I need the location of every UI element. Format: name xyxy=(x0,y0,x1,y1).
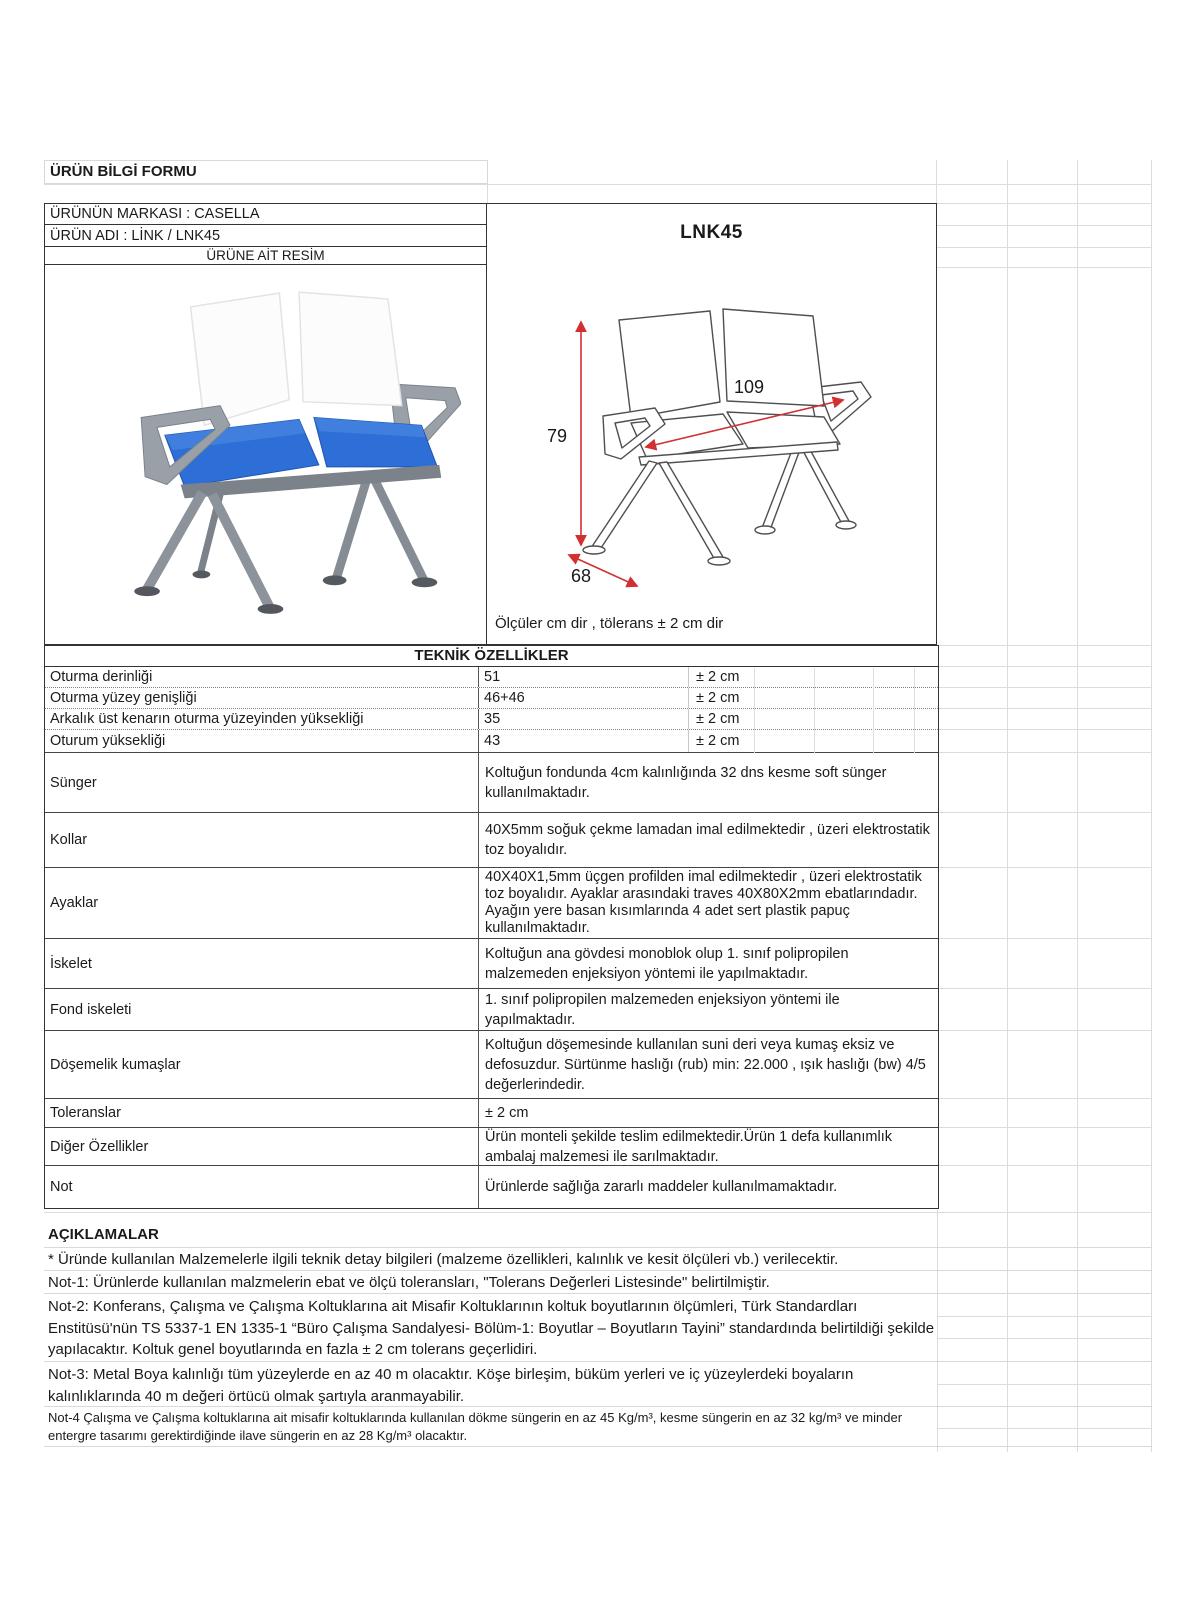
spec-tolerance: ± 2 cm xyxy=(696,690,740,706)
spec-label: İskelet xyxy=(45,939,479,988)
notes-section xyxy=(44,1222,1152,1447)
drawing-note: Ölçüler cm dir , tölerans ± 2 cm dir xyxy=(495,615,724,632)
spec-value: Koltuğun fondunda 4cm kalınlığında 32 dns kesme soft sünger kullanılmaktadır. xyxy=(485,764,887,801)
spec-row xyxy=(45,688,938,709)
spec-row xyxy=(45,1166,938,1208)
brand-row: ÜRÜNÜN MARKASI : CASELLA xyxy=(45,204,486,225)
dimension-depth-label: 68 xyxy=(570,566,591,586)
dimension-height-label: 79 xyxy=(546,426,568,446)
spec-value: Ürün monteli şekilde teslim edilmektedir.Ürün 1 defa kullanımlık ambalaj malzemesi ile sarılmaktadır. xyxy=(485,1128,892,1165)
spec-value: 40X5mm soğuk çekme lamadan imal edilmektedir , üzeri elektrostatik toz boyalıdır. xyxy=(485,822,930,858)
product-photo xyxy=(76,279,461,629)
spec-row xyxy=(45,868,938,939)
spec-tolerance: ± 2 cm xyxy=(696,733,740,749)
spec-label: Sünger xyxy=(45,753,479,812)
spec-row xyxy=(45,667,938,688)
spec-row xyxy=(45,813,938,868)
notes-header: AÇIKLAMALAR xyxy=(44,1222,1152,1248)
technical-drawing xyxy=(491,260,931,590)
model-code: LNK45 xyxy=(680,222,743,243)
backrest-left xyxy=(190,293,289,425)
spec-label: Döşemelik kumaşlar xyxy=(45,1031,479,1098)
spec-row xyxy=(45,939,938,989)
spec-row xyxy=(45,730,938,753)
spec-label: Diğer Özellikler xyxy=(45,1128,479,1165)
spec-tolerance: ± 2 cm xyxy=(696,669,740,685)
note-item: * Üründe kullanılan Malzemelerle ilgili teknik detay bilgileri (malzeme özellikleri, kalınlık ve kesit ölçüleri vb.) verilecektir. xyxy=(44,1248,1152,1271)
product-photo-cell xyxy=(45,265,486,641)
spec-value: 46+46 xyxy=(479,688,689,708)
form-title: ÜRÜN BİLGİ FORMU xyxy=(44,160,488,184)
spec-label: Kollar xyxy=(45,813,479,867)
spec-table-header: TEKNİK ÖZELLİKLER xyxy=(45,646,938,667)
drawing-backrest-left xyxy=(619,311,720,418)
spec-row xyxy=(45,753,938,813)
backrest-right xyxy=(299,292,402,406)
spec-value: 40X40X1,5mm üçgen profilden imal edilmektedir , üzeri elektrostatik toz boyalıdır. Ayaklar arasındaki traves 40X80X2mm ebatlarındadır. Ayağın yere basan kısımlarında 4 adet sert plastik papuç kullanılmaktadır. xyxy=(485,869,922,936)
spec-value: 43 xyxy=(479,730,689,752)
spec-row xyxy=(45,1128,938,1166)
spec-value: Ürünlerde sağlığa zararlı maddeler kullanılmamaktadır. xyxy=(485,1179,838,1195)
note-item: Not-1: Ürünlerde kullanılan malzmelerin ebat ve ölçü toleransları, "Tolerans Değerleri Listesinde" belirtilmiştir. xyxy=(44,1271,1152,1294)
note-item: Not-4 Çalışma ve Çalışma koltuklarına ait misafir koltuklarında kullanılan dökme süngerin en az 45 Kg/m³, kesme süngerin en az 32 kg/m³ ve minder entergre tasarımı gerektirdiğinde ilave süngerin en az 28 Kg/m³ olacaktır. xyxy=(44,1407,1152,1447)
spec-value: 35 xyxy=(479,709,689,729)
spec-label: Oturum yüksekliği xyxy=(45,730,479,752)
spec-row xyxy=(45,709,938,730)
spec-value: 1. sınıf polipropilen malzemeden enjeksiyon yöntemi ile yapılmaktadır. xyxy=(485,991,840,1028)
note-item: Not-2: Konferans, Çalışma ve Çalışma Koltuklarına ait Misafir Koltuklarının koltuk boyutlarının ölçümleri, Türk Standardları Enstitüsü'nün TS 5337-1 EN 1335-1 “Büro Çalışma Sandalyesi- Bölüm-1: Boyutlar – Boyutların Tayini” standardında belirtildiği şekilde yapılacaktır. Koltuk genel boyutlarında en fazla ± 2 cm tolerans geçerlidiri. xyxy=(44,1294,1152,1362)
spec-value: Koltuğun ana gövdesi monoblok olup 1. sınıf polipropilen malzemeden enjeksiyon yöntemi ile yapılmaktadır. xyxy=(485,945,849,982)
spec-row xyxy=(45,1099,938,1128)
spec-label: Toleranslar xyxy=(45,1099,479,1127)
spec-value: 51 xyxy=(479,667,689,687)
dimension-width-label: 109 xyxy=(733,377,765,397)
spec-tolerance: ± 2 cm xyxy=(696,711,740,727)
spec-table xyxy=(44,645,939,1209)
spec-label: Oturma yüzey genişliği xyxy=(45,688,479,708)
spec-value: ± 2 cm xyxy=(485,1105,529,1121)
spec-label: Fond iskeleti xyxy=(45,989,479,1030)
technical-drawing-cell xyxy=(486,203,937,645)
spec-label: Arkalık üst kenarın oturma yüzeyinden yüksekliği xyxy=(45,709,479,729)
note-item: Not-3: Metal Boya kalınlığı tüm yüzeylerde en az 40 m olacaktır. Köşe birleşim, büküm yerleri ve iç yüzeylerdeki boyaların kalınlıklarında 40 m değeri örtücü olmak şartıyla aranmayabilir. xyxy=(44,1362,1152,1407)
image-caption: ÜRÜNE AİT RESİM xyxy=(45,247,486,265)
spec-label: Not xyxy=(45,1166,479,1208)
spec-label: Ayaklar xyxy=(45,868,479,938)
spec-row xyxy=(45,1031,938,1099)
product-info-table xyxy=(44,203,487,645)
product-name-row: ÜRÜN ADI : LİNK / LNK45 xyxy=(45,225,486,247)
spec-value: Koltuğun döşemesinde kullanılan suni deri veya kumaş eksiz ve defosuzdur. Sürtünme haslığı (rub) min: 22.000 , ışık haslığı (bw) 4/5 değerlerindedir. xyxy=(485,1036,926,1093)
spec-label: Oturma derinliği xyxy=(45,667,479,687)
spec-row xyxy=(45,989,938,1031)
